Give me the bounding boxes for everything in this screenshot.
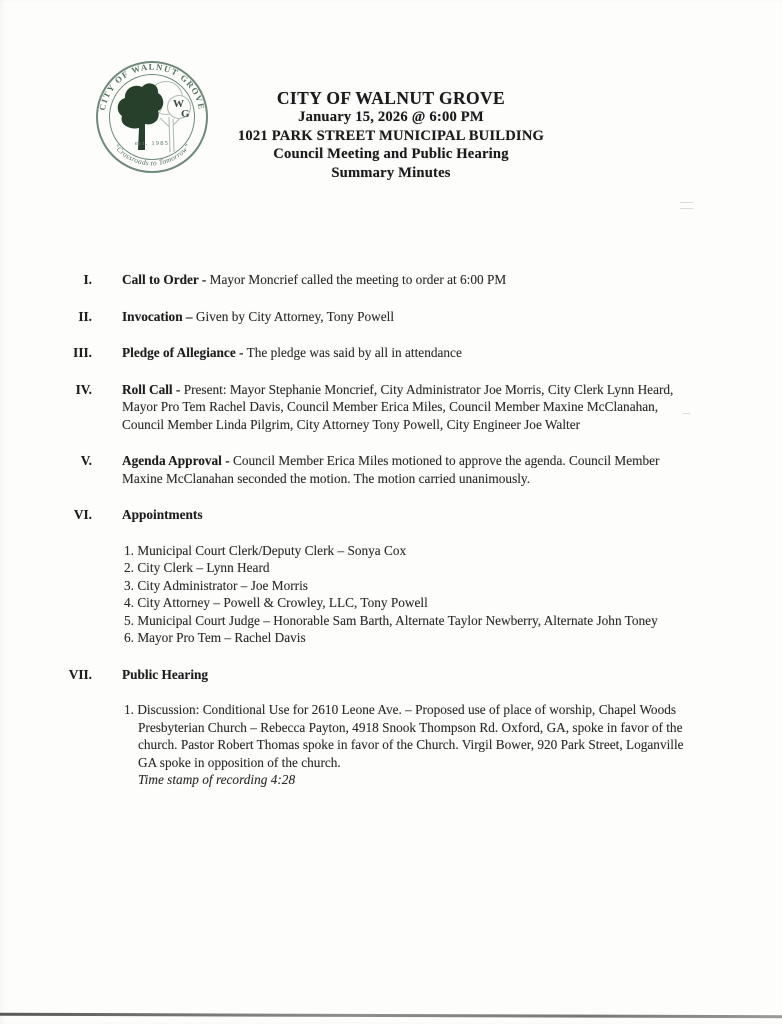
section-numeral: IV. — [75, 381, 92, 397]
list-item — [124, 701, 688, 789]
section-numeral: I. — [83, 272, 92, 287]
section-content — [122, 506, 688, 647]
section-body: Mayor Moncrief called the meeting to order at 6:00 PM — [209, 272, 507, 287]
seal-monogram-g: G — [181, 108, 190, 120]
list-item-number: 4. — [124, 595, 134, 610]
list-item-text: Municipal Court Clerk/Deputy Clerk – Sonya Cox — [137, 542, 407, 558]
section-body: The pledge was said by all in attendance — [246, 345, 462, 360]
list-item — [124, 542, 688, 560]
list-item — [124, 594, 688, 612]
seal-ring-text: CITY OF WALNUT GROVE — [96, 61, 208, 112]
section-content — [122, 452, 688, 487]
section-content — [122, 308, 688, 326]
list-item-text: City Clerk – Lynn Heard — [137, 560, 270, 575]
header-title: CITY OF WALNUT GROVE — [276, 88, 506, 108]
list-item-text: City Attorney – Powell & Crowley, LLC, Tony Powell — [137, 595, 428, 610]
section-body: Given by City Attorney, Tony Powell — [195, 308, 395, 324]
seal-est-text: est. 1985 — [134, 140, 170, 147]
section-numeral: V. — [80, 453, 92, 468]
list-item — [124, 559, 688, 577]
list-item-text: Discussion: Conditional Use for 2610 Leone Ave. – Proposed use of place of worship, Chapel Woods Presbyterian Church – Rebecca Payton, 4918 Snook Thompson Rd. Oxford, GA, spoke in favor of the church. Pastor Robert Thomas spoke in favor of the Church. Virgil Bower, 920 Park Street, Loganville GA spoke in opposition of the church. — [137, 702, 684, 770]
list-item-number: 6. — [124, 630, 134, 645]
section-title: Agenda Approval - — [122, 453, 230, 468]
list-item-number: 1. — [124, 702, 134, 717]
section-body: Present: Mayor Stephanie Moncrief, City Administrator Joe Morris, City Clerk Lynn Heard, Mayor Pro Tem Rachel Davis, Council Member Erica Miles, Council Member Maxine McClanahan, Council Member Linda Pilgrim, City Attorney Tony Powell, City Engineer Joe Walter — [122, 381, 674, 432]
section-numeral: VI. — [73, 507, 92, 522]
scan-artifact — [680, 202, 693, 209]
recording-note: Time stamp of recording 4:28 — [138, 772, 296, 787]
section-body: Council Member Erica Miles motioned to approve the agenda. Council Member Maxine McClanahan seconded the motion. The motion carried unanimously. — [122, 453, 660, 486]
header-address-line: 1021 PARK STREET MUNICIPAL BUILDING — [237, 127, 545, 144]
section-content — [122, 344, 688, 362]
section-row — [60, 344, 696, 362]
header-meeting-line: Council Meeting and Public Hearing — [273, 146, 509, 163]
section-title: Pledge of Allegiance - — [122, 345, 244, 360]
section-title: Public Hearing — [122, 666, 209, 682]
section-row — [60, 271, 696, 289]
header-minutes-line: Summary Minutes — [331, 164, 451, 181]
list-item-number: 3. — [124, 577, 134, 593]
scan-page-bottom-edge — [0, 1013, 782, 1018]
sections — [60, 271, 696, 808]
list-item — [124, 612, 688, 630]
list-item-text: Mayor Pro Tem – Rachel Davis — [137, 630, 306, 645]
scan-artifact — [683, 410, 690, 414]
section-title: Call to Order - — [122, 272, 207, 287]
section-row — [60, 506, 696, 647]
section-title: Appointments — [122, 507, 203, 522]
section-content — [122, 666, 688, 789]
list-item — [124, 629, 688, 647]
section-content — [122, 381, 688, 434]
seal-monogram-w: W — [173, 98, 184, 110]
section-numeral: III. — [73, 345, 92, 360]
list-item-text: City Administrator – Joe Morris — [137, 577, 308, 593]
section-numeral: II. — [78, 308, 92, 324]
seal-motto-text: “Crossroads to Tomorrow” — [111, 141, 193, 168]
header-date-line: January 15, 2026 @ 6:00 PM — [298, 109, 484, 125]
list-item — [124, 577, 688, 595]
section-title: Invocation – — [122, 308, 193, 324]
section-row — [60, 381, 696, 434]
list-item-number: 1. — [124, 542, 134, 558]
section-row — [60, 308, 696, 326]
section-numeral: VII. — [68, 666, 92, 682]
list-item-text: Municipal Court Judge – Honorable Sam Barth, Alternate Taylor Newberry, Alternate John Toney — [137, 612, 658, 628]
section-list — [122, 542, 688, 647]
section-list — [122, 701, 688, 789]
section-row — [60, 666, 696, 789]
section-content — [122, 271, 688, 289]
section-row — [60, 452, 696, 487]
section-title: Roll Call - — [122, 381, 181, 397]
list-item-number: 5. — [124, 612, 134, 628]
list-item-number: 2. — [124, 560, 134, 575]
document-header — [238, 88, 544, 182]
city-seal-logo — [94, 59, 210, 175]
